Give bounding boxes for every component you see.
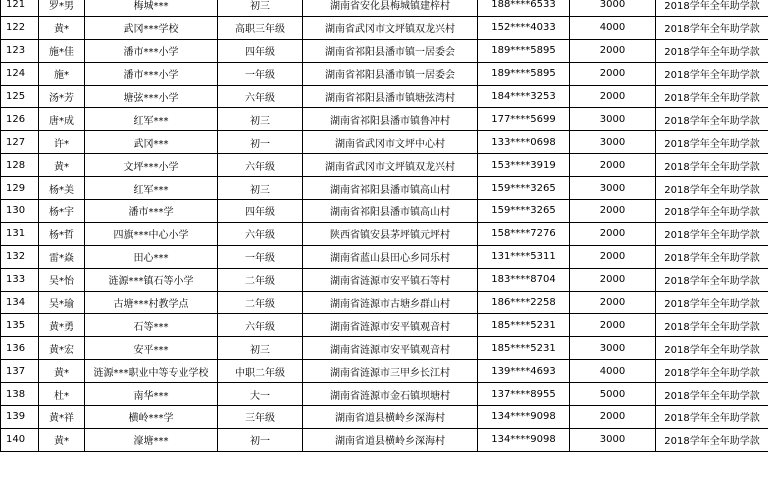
cell-amount[interactable]: 2000	[570, 222, 656, 245]
table-row	[1, 85, 768, 108]
cell-grade[interactable]: 一年级	[218, 62, 303, 85]
cell-amount[interactable]: 2000	[570, 406, 656, 429]
cell-school[interactable]: 涟源***职业中等专业学校	[85, 360, 218, 383]
cell-school[interactable]: 梅城***	[85, 0, 218, 16]
cell-phone[interactable]: 158****7276	[478, 222, 570, 245]
cell-amount[interactable]: 2000	[570, 85, 656, 108]
cell-address[interactable]: 湖南省祁阳县潘市镇塘弦湾村	[303, 85, 478, 108]
cell-name[interactable]: 吴*瑜	[39, 291, 85, 314]
cell-school[interactable]: 文坪***小学	[85, 154, 218, 177]
cell-name[interactable]: 杨*美	[39, 177, 85, 200]
cell-amount[interactable]: 2000	[570, 62, 656, 85]
cell-amount[interactable]: 4000	[570, 360, 656, 383]
cell-name[interactable]: 许*	[39, 131, 85, 154]
cell-grade[interactable]: 大一	[218, 383, 303, 406]
cell-aid-type[interactable]: 2018学年全年助学款	[656, 291, 768, 314]
cell-number[interactable]: 135	[1, 314, 39, 337]
cell-school[interactable]: 红军***	[85, 108, 218, 131]
table-row	[1, 0, 768, 16]
cell-number[interactable]: 133	[1, 268, 39, 291]
cell-name[interactable]: 杨*宇	[39, 200, 85, 223]
cell-school[interactable]: 潘市***小学	[85, 62, 218, 85]
cell-grade[interactable]: 初三	[218, 177, 303, 200]
table-body	[1, 0, 768, 451]
cell-school[interactable]: 涟源***镇石等小学	[85, 268, 218, 291]
table-row	[1, 131, 768, 154]
cell-address[interactable]: 湖南省道县横岭乡深海村	[303, 406, 478, 429]
cell-name[interactable]: 施*	[39, 62, 85, 85]
cell-amount[interactable]: 4000	[570, 16, 656, 39]
cell-amount[interactable]: 3000	[570, 108, 656, 131]
cell-phone[interactable]: 184****3253	[478, 85, 570, 108]
cell-grade[interactable]: 六年级	[218, 314, 303, 337]
cell-aid-type[interactable]: 2018学年全年助学款	[656, 177, 768, 200]
table-row	[1, 337, 768, 360]
cell-aid-type[interactable]: 2018学年全年助学款	[656, 268, 768, 291]
cell-address[interactable]: 湖南省蓝山县田心乡同乐村	[303, 245, 478, 268]
cell-address[interactable]: 湖南省涟源市安平镇观音村	[303, 314, 478, 337]
cell-aid-type[interactable]: 2018学年全年助学款	[656, 108, 768, 131]
cell-school[interactable]: 塘弦***小学	[85, 85, 218, 108]
cell-phone[interactable]: 189****5895	[478, 39, 570, 62]
cell-grade[interactable]: 二年级	[218, 268, 303, 291]
cell-name[interactable]: 汤*芳	[39, 85, 85, 108]
cell-aid-type[interactable]: 2018学年全年助学款	[656, 245, 768, 268]
cell-grade[interactable]: 初三	[218, 337, 303, 360]
cell-name[interactable]: 黄*	[39, 154, 85, 177]
cell-school[interactable]: 濠塘***	[85, 428, 218, 451]
cell-number[interactable]: 130	[1, 200, 39, 223]
cell-grade[interactable]: 六年级	[218, 222, 303, 245]
cell-grade[interactable]: 四年级	[218, 39, 303, 62]
cell-phone[interactable]: 183****8704	[478, 268, 570, 291]
cell-grade[interactable]: 六年级	[218, 85, 303, 108]
cell-address[interactable]: 湖南省武冈市文坪中心村	[303, 131, 478, 154]
table-row	[1, 200, 768, 223]
cell-name[interactable]: 雷*焱	[39, 245, 85, 268]
cell-address[interactable]: 湖南省涟源市金石镇坝塘村	[303, 383, 478, 406]
cell-aid-type[interactable]: 2018学年全年助学款	[656, 222, 768, 245]
cell-address[interactable]: 湖南省涟源市三甲乡长江村	[303, 360, 478, 383]
cell-amount[interactable]: 2000	[570, 268, 656, 291]
cell-phone[interactable]: 153****3919	[478, 154, 570, 177]
cell-name[interactable]: 吴*怡	[39, 268, 85, 291]
cell-phone[interactable]: 131****5311	[478, 245, 570, 268]
table-row	[1, 360, 768, 383]
cell-name[interactable]: 黄*	[39, 360, 85, 383]
cell-school[interactable]: 潘市***小学	[85, 39, 218, 62]
cell-aid-type[interactable]: 2018学年全年助学款	[656, 383, 768, 406]
cell-aid-type[interactable]: 2018学年全年助学款	[656, 16, 768, 39]
cell-school[interactable]: 南华***	[85, 383, 218, 406]
cell-phone[interactable]: 185****5231	[478, 314, 570, 337]
cell-amount[interactable]: 3000	[570, 428, 656, 451]
table-row	[1, 406, 768, 429]
cell-number[interactable]: 136	[1, 337, 39, 360]
cell-grade[interactable]: 高职三年级	[218, 16, 303, 39]
cell-amount[interactable]: 2000	[570, 200, 656, 223]
table-row	[1, 222, 768, 245]
cell-aid-type[interactable]: 2018学年全年助学款	[656, 360, 768, 383]
cell-phone[interactable]: 177****5699	[478, 108, 570, 131]
cell-address[interactable]: 湖南省道县横岭乡深海村	[303, 428, 478, 451]
cell-amount[interactable]: 2000	[570, 154, 656, 177]
table-row	[1, 177, 768, 200]
cell-amount[interactable]: 3000	[570, 0, 656, 16]
cell-grade[interactable]: 一年级	[218, 245, 303, 268]
cell-school[interactable]: 潘市***学	[85, 200, 218, 223]
cell-address[interactable]: 湖南省武冈市文坪镇双龙兴村	[303, 16, 478, 39]
cell-grade[interactable]: 初三	[218, 108, 303, 131]
cell-name[interactable]: 黄*勇	[39, 314, 85, 337]
cell-phone[interactable]: 137****8955	[478, 383, 570, 406]
cell-number[interactable]: 129	[1, 177, 39, 200]
cell-phone[interactable]: 139****4693	[478, 360, 570, 383]
cell-school[interactable]: 古塘***村教学点	[85, 291, 218, 314]
cell-grade[interactable]: 四年级	[218, 200, 303, 223]
cell-name[interactable]: 杜*	[39, 383, 85, 406]
cell-number[interactable]: 121	[1, 0, 39, 16]
cell-amount[interactable]: 5000	[570, 383, 656, 406]
cell-grade[interactable]: 中职二年级	[218, 360, 303, 383]
cell-phone[interactable]: 133****0698	[478, 131, 570, 154]
table-row	[1, 314, 768, 337]
cell-number[interactable]: 134	[1, 291, 39, 314]
cell-name[interactable]: 黄*祥	[39, 406, 85, 429]
cell-phone[interactable]: 189****5895	[478, 62, 570, 85]
cell-name[interactable]: 黄*宏	[39, 337, 85, 360]
cell-school[interactable]: 红军***	[85, 177, 218, 200]
cell-name[interactable]: 罗*男	[39, 0, 85, 16]
cell-number[interactable]: 122	[1, 16, 39, 39]
cell-address[interactable]: 湖南省武冈市文坪镇双龙兴村	[303, 154, 478, 177]
cell-name[interactable]: 黄*	[39, 428, 85, 451]
cell-address[interactable]: 湖南省涟源市安平镇观音村	[303, 337, 478, 360]
cell-name[interactable]: 杨*哲	[39, 222, 85, 245]
cell-address[interactable]: 湖南省祁阳县潘市镇一居委会	[303, 62, 478, 85]
cell-grade[interactable]: 六年级	[218, 154, 303, 177]
cell-number[interactable]: 126	[1, 108, 39, 131]
cell-grade[interactable]: 三年级	[218, 406, 303, 429]
cell-amount[interactable]: 3000	[570, 131, 656, 154]
cell-aid-type[interactable]: 2018学年全年助学款	[656, 428, 768, 451]
cell-grade[interactable]: 初三	[218, 0, 303, 16]
cell-address[interactable]: 湖南省涟源市安平镇石等村	[303, 268, 478, 291]
cell-amount[interactable]: 3000	[570, 337, 656, 360]
cell-phone[interactable]: 185****5231	[478, 337, 570, 360]
cell-amount[interactable]: 3000	[570, 177, 656, 200]
cell-phone[interactable]: 159****3265	[478, 200, 570, 223]
cell-amount[interactable]: 2000	[570, 291, 656, 314]
cell-amount[interactable]: 2000	[570, 245, 656, 268]
table-row	[1, 245, 768, 268]
cell-address[interactable]: 湖南省涟源市古塘乡群山村	[303, 291, 478, 314]
cell-number[interactable]: 131	[1, 222, 39, 245]
cell-number[interactable]: 132	[1, 245, 39, 268]
cell-aid-type[interactable]: 2018学年全年助学款	[656, 131, 768, 154]
cell-address[interactable]: 湖南省安化县梅城镇建梓村	[303, 0, 478, 16]
cell-address[interactable]: 湖南省祁阳县潘市镇高山村	[303, 177, 478, 200]
cell-school[interactable]: 武冈***学校	[85, 16, 218, 39]
cell-aid-type[interactable]: 2018学年全年助学款	[656, 337, 768, 360]
cell-grade[interactable]: 初一	[218, 428, 303, 451]
cell-address[interactable]: 湖南省祁阳县潘市镇一居委会	[303, 39, 478, 62]
cell-school[interactable]: 武冈***	[85, 131, 218, 154]
cell-grade[interactable]: 初一	[218, 131, 303, 154]
cell-number[interactable]: 137	[1, 360, 39, 383]
cell-address[interactable]: 湖南省祁阳县潘市镇高山村	[303, 200, 478, 223]
cell-number[interactable]: 140	[1, 428, 39, 451]
cell-number[interactable]: 123	[1, 39, 39, 62]
cell-amount[interactable]: 2000	[570, 39, 656, 62]
cell-aid-type[interactable]: 2018学年全年助学款	[656, 406, 768, 429]
table-row	[1, 108, 768, 131]
table-row	[1, 62, 768, 85]
cell-school[interactable]: 石等***	[85, 314, 218, 337]
cell-name[interactable]: 唐*成	[39, 108, 85, 131]
table-row	[1, 428, 768, 451]
cell-amount[interactable]: 2000	[570, 314, 656, 337]
cell-phone[interactable]: 152****4033	[478, 16, 570, 39]
table-row	[1, 16, 768, 39]
table-row	[1, 268, 768, 291]
cell-name[interactable]: 施*佳	[39, 39, 85, 62]
table-row	[1, 383, 768, 406]
cell-number[interactable]: 127	[1, 131, 39, 154]
cell-aid-type[interactable]: 2018学年全年助学款	[656, 314, 768, 337]
cell-phone[interactable]: 134****9098	[478, 428, 570, 451]
cell-name[interactable]: 黄*	[39, 16, 85, 39]
cell-number[interactable]: 138	[1, 383, 39, 406]
cell-aid-type[interactable]: 2018学年全年助学款	[656, 62, 768, 85]
table-row	[1, 154, 768, 177]
cell-school[interactable]: 横岭***学	[85, 406, 218, 429]
cell-phone[interactable]: 188****6533	[478, 0, 570, 16]
cell-aid-type[interactable]: 2018学年全年助学款	[656, 85, 768, 108]
cell-address[interactable]: 陕西省镇安县茅坪镇元坪村	[303, 222, 478, 245]
cell-school[interactable]: 田心***	[85, 245, 218, 268]
table-row	[1, 39, 768, 62]
cell-number[interactable]: 124	[1, 62, 39, 85]
cell-school[interactable]: 安平***	[85, 337, 218, 360]
cell-number[interactable]: 125	[1, 85, 39, 108]
cell-number[interactable]: 128	[1, 154, 39, 177]
table-row	[1, 291, 768, 314]
cell-phone[interactable]: 159****3265	[478, 177, 570, 200]
cell-number[interactable]: 139	[1, 406, 39, 429]
cell-aid-type[interactable]: 2018学年全年助学款	[656, 0, 768, 16]
cell-aid-type[interactable]: 2018学年全年助学款	[656, 39, 768, 62]
cell-school[interactable]: 四旗***中心小学	[85, 222, 218, 245]
cell-aid-type[interactable]: 2018学年全年助学款	[656, 200, 768, 223]
cell-address[interactable]: 湖南省祁阳县潘市镇鲁冲村	[303, 108, 478, 131]
cell-phone[interactable]: 186****2258	[478, 291, 570, 314]
cell-aid-type[interactable]: 2018学年全年助学款	[656, 154, 768, 177]
cell-grade[interactable]: 二年级	[218, 291, 303, 314]
cell-phone[interactable]: 134****9098	[478, 406, 570, 429]
